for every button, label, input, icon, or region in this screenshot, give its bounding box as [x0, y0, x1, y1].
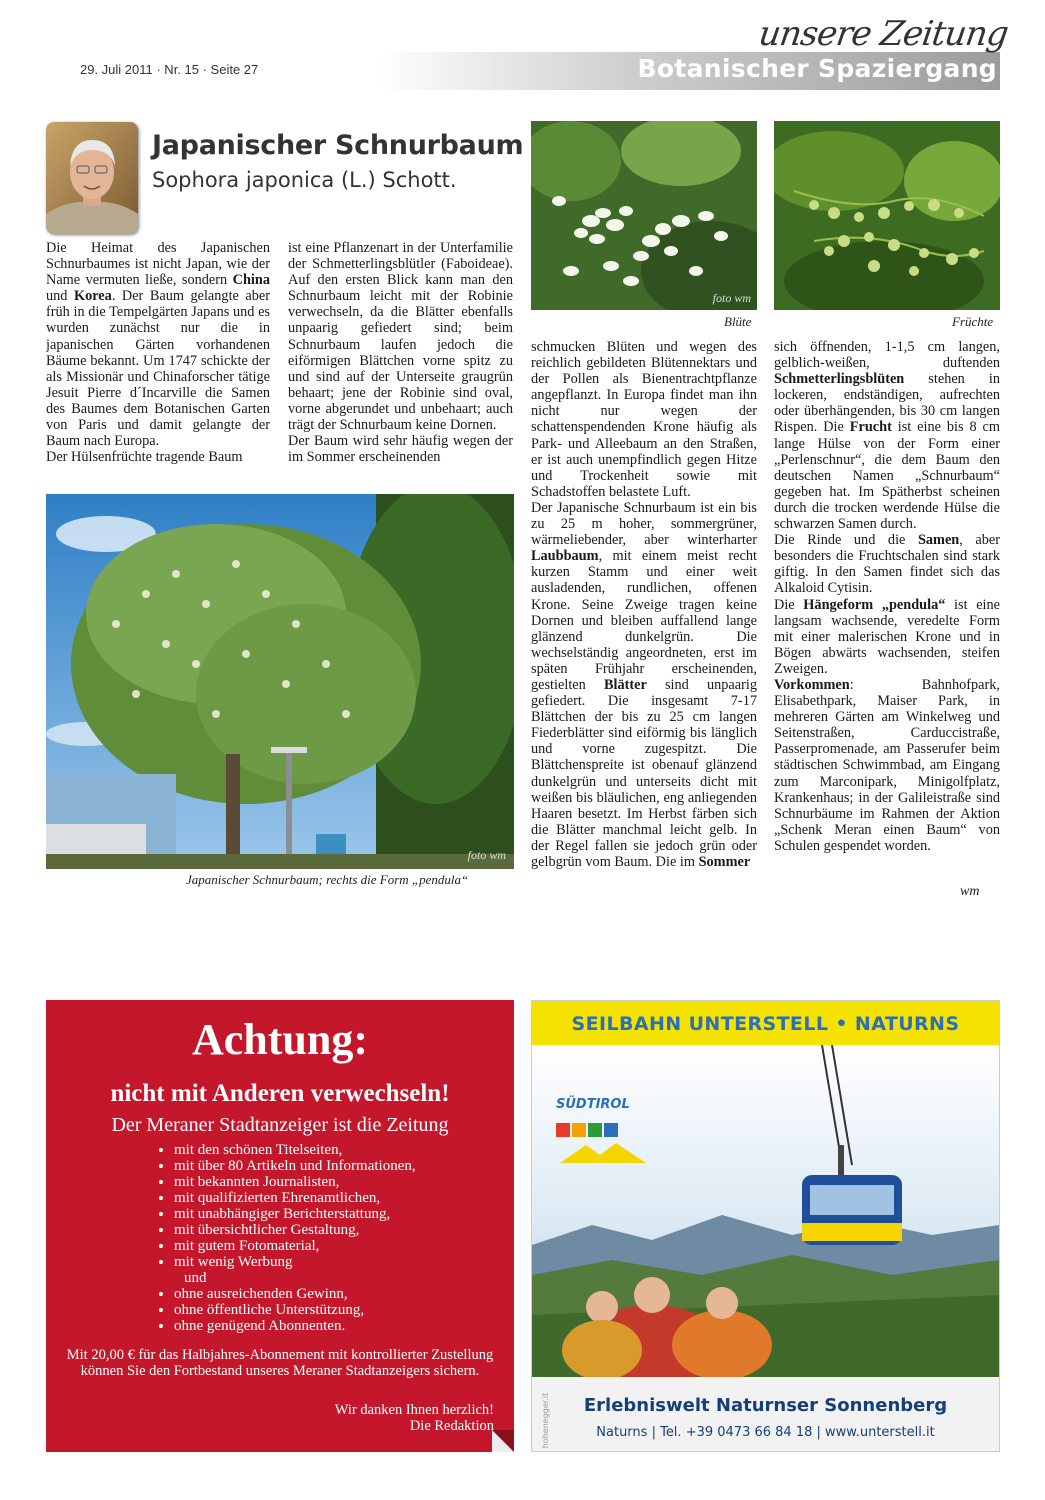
bold-term: Frucht [849, 419, 892, 436]
list-item: • mit bekannten Journalisten, [174, 1174, 416, 1190]
article-title: Japanischer Schnurbaum [152, 130, 524, 161]
bold-term: Blätter [603, 676, 647, 693]
subscription-advertisement [46, 1000, 514, 1452]
list-item: • mit qualifizierten Ehrenamtlichen, [174, 1190, 416, 1206]
tree-photo [46, 494, 514, 869]
ad-signature: Die Redaktion [409, 1418, 494, 1434]
ad-bottom-title: Erlebniswelt Naturnser Sonnenberg [583, 1395, 948, 1416]
flower-photo [531, 121, 757, 310]
author-photo [46, 122, 138, 234]
photo-credit: foto wm [712, 291, 751, 305]
list-item: • mit den schönen Titelseiten, [174, 1142, 416, 1158]
section-title: Botanischer Spaziergang [637, 54, 997, 83]
tree-photo-caption: Japanischer Schnurbaum; rechts die Form „pendula“ [186, 872, 469, 887]
list-item: • mit übersichtlicher Gestaltung, [174, 1222, 416, 1238]
list-item: • mit wenig Werbung [174, 1254, 416, 1270]
bold-term: Hängeform „pendula“ [803, 596, 946, 613]
ad-contact-line: Naturns | Tel. +39 0473 66 84 18 | www.unterstell.it [596, 1425, 935, 1440]
ad-offer: Mit 20,00 € für das Halbjahres-Abonnement mit kontrollierter Zustellung können Sie den Fortbestand unseres Meraner Stadtanzeigers sichern. [66, 1347, 494, 1379]
bold-term: Laubbaum [531, 548, 599, 565]
list-connector: und [184, 1270, 207, 1286]
ad-tagline: Der Meraner Stadtanzeiger ist die Zeitung [111, 1114, 449, 1136]
unterstell-logo [556, 1119, 676, 1171]
agency-credit: hohenegger.it [541, 1392, 551, 1449]
ad-thanks: Wir danken Ihnen herzlich! [334, 1402, 494, 1418]
bold-term: Schmetterlingsblüten [774, 371, 905, 388]
fruit-photo [774, 121, 1000, 310]
bold-term: China [232, 272, 270, 289]
bold-term: Sommer [698, 854, 751, 870]
article-column-3: schmucken Blüten und wegen des reichlich gebildeten Blütennektars und der Pollen als Bienentrachtpflanze angepflanzt. In Europa findet man ihn nicht nur wegen der schattenspendenden Krone häufig als Park- und Alleebaum an den Straßen, er ist auch unempfindlich gegen Hitze und Trockenheit sowie mit Schadstoffen belastete Luft. Der Japanische Schnurbaum ist ein bis zu 25 m hoher, sommergrüner, wärmeliebender, aber winterharter Laubbaum, mit einem meist recht kurzen Stamm und einer weit ausladenden, rundlichen, offenen Krone. Seine Zweige tragen keine Dornen und bleiben auffallend lange glänzend dunkelgrün. Die wechselständig angeordneten, erst im späten Frühjahr erscheinenden, gestielten Blätter sind unpaarig gefiedert. Die insgesamt 7-17 Blättchen der bis zu 25 cm langen Fiederblätter sind eiförmig bis länglich und vorne zugespitzt. Die Blättchenspreite ist obenauf glänzend dunkelgrün und unterseits dicht mit weißen bis bläulichen, eng anliegenden Haaren besetzt. Im Herbst färben sich die Blätter manchmal leicht gelb. In der Regel fallen sie jedoch grün oder gelbgrün vom Baum. Die im Sommer [531, 339, 757, 870]
ad-benefit-list [152, 1142, 416, 1334]
article-column-4: sich öffnenden, 1-1,5 cm langen, gelblich-weißen, duftenden Schmetterlingsblüten stehen in lockeren, endständigen, aufrechten oder überhängenden, bis 30 cm langen Rispen. Die Frucht ist eine bis 8 cm lange Hülse von der Form einer „Perlenschnur“, die dem Baum den deutschen Namen „Schnurbaum“ gegeben hat. Im Spätherbst scheinen durch die trocken werdende Hülse die schwarzen Samen durch. Die Rinde und die Samen, aber besonders die Fruchtschalen sind stark giftig. In den Samen findet sich das Alkaloid Cytisin. Die Hängeform „pendula“ ist eine langsam wachsende, veredelte Form mit einer malerischen Krone und in Bögen abwärts wachsenden, steifen Zweigen. Vorkommen: Bahnhofpark, Elisabethpark, Maiser Park, in mehreren Gärten am Winkelweg und Seitenstraßen, Carduccistraße, Passerpromenade, am Passerufer beim städtischen Schwimmbad, am Eingang zum Marconipark, Minigolfplatz, Krankenhaus; in der Galileistraße sind Schnurbäume im Rahmen der Aktion „Schenk Meran einen Baum“ von Schulen gespendet worden. [774, 339, 1000, 854]
page-curl [492, 1430, 514, 1452]
list-item: • mit über 80 Artikeln und Informationen, [174, 1158, 416, 1174]
fruit-photo-caption: Früchte [952, 314, 994, 329]
article-column-2: ist eine Pflanzenart in der Unterfamilie der Schmetterlingsblütler (Faboideae). Auf den ersten Blick kann man den Schnurbaum leicht mit der Robinie verwechseln, da die Blätter ebenfalls unpaarig gefiedert sind; beim Schnurbaum laufen jedoch die eiförmigen Blättchen vorne spitz zu und sind auf der Unterseite graugrün behaart; jene der Robinie sind oval, vorne abgerundet und unbehaart; auch trägt der Schnurbaum keine Dornen. Der Baum wird sehr häufig wegen der im Sommer erscheinenden [288, 240, 513, 466]
bold-term: Korea [73, 288, 112, 305]
ad-closing [335, 1402, 494, 1434]
list-item: • ohne ausreichenden Gewinn, [174, 1286, 416, 1302]
bold-term: Vorkommen [774, 676, 850, 693]
ad-top-text: SEILBAHN UNTERSTELL • NATURNS [571, 1013, 960, 1035]
cable-car-illustration [532, 1045, 999, 1377]
flower-photo-caption: Blüte [724, 314, 752, 329]
list-item: • ohne öffentliche Unterstützung, [174, 1302, 416, 1318]
issue-date-line: 29. Juli 2011 · Nr. 15 · Seite 27 [80, 62, 259, 77]
article-column-1: Die Heimat des Japanischen Schnurbaumes ist nicht Japan, wie der Name vermuten ließe, sondern China und Korea. Der Baum gelangte aber früh in die Tempelgärten Japans und es wurden zunächst nur die in japanischen Gärten vorhandenen Bäume bekannt. Um 1747 schickte der als Missionär und Chinaforscher tätige Jesuit Pierre d´Incarville die Samen des Baumes dem Botanischen Garten von Paris und damit gelangte der Baum nach Europa. Der Hülsenfrüchte tragende Baum [46, 240, 270, 466]
cable-car-advertisement [531, 1000, 1000, 1452]
list-item: • mit unabhängiger Berichterstattung, [174, 1206, 416, 1222]
author-signature: wm [960, 884, 980, 899]
article-subtitle: Sophora japonica (L.) Schott. [152, 168, 457, 192]
photo-credit: foto wm [467, 848, 506, 862]
list-item: • mit gutem Fotomaterial, [174, 1238, 416, 1254]
bold-term: Samen [917, 532, 960, 549]
masthead-logo: unsere Zeitung [755, 14, 1010, 54]
ad-subheadline: nicht mit Anderen verwechseln! [110, 1080, 450, 1107]
suedtirol-logo: SÜDTIROL [556, 1097, 630, 1112]
list-item: • ohne genügend Abonnenten. [174, 1318, 416, 1334]
ad-headline: Achtung: [191, 1015, 369, 1064]
